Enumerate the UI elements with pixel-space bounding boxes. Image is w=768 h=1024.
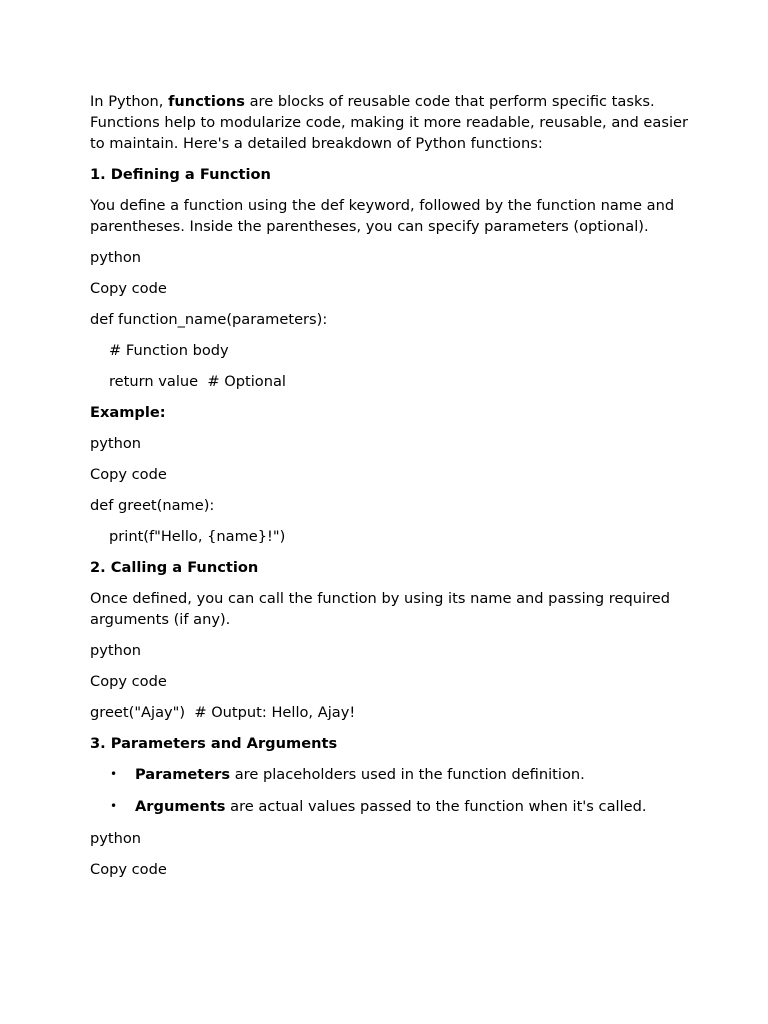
section2-heading: 2. Calling a Function (90, 559, 259, 576)
definition-list (90, 764, 690, 817)
code-line: return value # Optional (109, 373, 286, 390)
copy-code-button[interactable]: Copy code (90, 673, 167, 690)
copy-code-button[interactable]: Copy code (90, 466, 167, 483)
section1-heading: 1. Defining a Function (90, 166, 271, 183)
list-item-term: Parameters (135, 766, 231, 783)
list-item-text: are placeholders used in the function definition. (230, 766, 585, 783)
list-item (90, 764, 690, 785)
example-heading: Example: (90, 404, 166, 421)
list-item (90, 796, 690, 817)
code-line: def greet(name): (90, 497, 215, 514)
copy-code-button[interactable]: Copy code (90, 280, 167, 297)
section2-paragraph: Once defined, you can call the function by using its name and passing required arguments (if any). (90, 590, 670, 628)
code-language-label: python (90, 435, 142, 452)
intro-bold-term: functions (168, 93, 245, 110)
list-item-text: are actual values passed to the function when it's called. (225, 798, 647, 815)
code-line: greet("Ajay") # Output: Hello, Ajay! (90, 704, 356, 721)
document-page (90, 91, 690, 890)
copy-code-button[interactable]: Copy code (90, 861, 167, 878)
bullet-icon: • (110, 767, 118, 781)
code-language-label: python (90, 830, 142, 847)
section3-heading: 3. Parameters and Arguments (90, 735, 338, 752)
intro-paragraph (90, 91, 690, 154)
intro-suffix: are blocks of reusable code that perform specific tasks. Functions help to modularize code, making it more readable, reusable, and easier to maintain. Here's a detailed breakdown of Python functions: (90, 93, 688, 152)
code-language-label: python (90, 249, 142, 266)
code-language-label: python (90, 642, 142, 659)
section1-paragraph: You define a function using the def keyword, followed by the function name and parentheses. Inside the parentheses, you can specify parameters (optional). (90, 197, 675, 235)
bullet-icon: • (110, 799, 118, 813)
list-item-term: Arguments (135, 798, 226, 815)
code-line: def function_name(parameters): (90, 311, 328, 328)
intro-prefix: In Python, (90, 93, 169, 110)
code-line: print(f"Hello, {name}!") (109, 528, 286, 545)
code-line: # Function body (109, 342, 229, 359)
